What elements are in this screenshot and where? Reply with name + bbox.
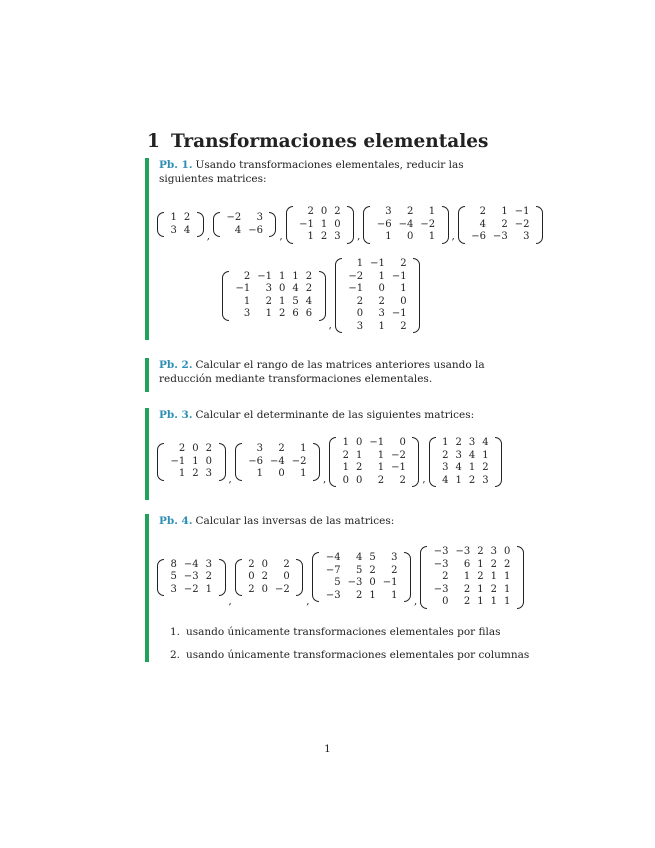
matrix-cell: 0 bbox=[205, 455, 212, 467]
matrix-cell: 1 bbox=[178, 468, 186, 480]
matrix-cell: 1 bbox=[265, 308, 272, 319]
matrix bbox=[222, 271, 326, 321]
matrix-cell: 1 bbox=[442, 437, 449, 448]
matrix-cell: −2 bbox=[226, 212, 242, 224]
matrix-cell: 0 bbox=[248, 571, 255, 582]
matrix-cell: 4 bbox=[442, 474, 449, 486]
right-paren bbox=[219, 443, 226, 481]
matrix-cell: −1 bbox=[257, 270, 272, 282]
matrix-cell: 2 bbox=[455, 437, 462, 448]
matrix-cell: 3 bbox=[490, 546, 497, 557]
matrix-cell: 2 bbox=[356, 295, 364, 307]
section-title-text: Transformaciones elementales bbox=[171, 131, 489, 152]
matrix-cell: 2 bbox=[283, 558, 290, 570]
matrix-cell: 2 bbox=[178, 443, 186, 455]
matrix-cell: 4 bbox=[455, 462, 462, 473]
comma-separator: , bbox=[328, 320, 332, 331]
matrix-cell: 2 bbox=[482, 462, 489, 473]
list-item-number: 1. bbox=[170, 626, 181, 638]
right-paren bbox=[517, 546, 524, 609]
matrix-cell: 1 bbox=[463, 571, 471, 582]
matrix-cell: 3 bbox=[256, 212, 263, 224]
comma-separator: , bbox=[228, 474, 232, 485]
matrix-cell: −4 bbox=[325, 552, 341, 564]
matrix-cell: 2 bbox=[477, 571, 484, 582]
matrix-cell: −3 bbox=[433, 546, 449, 557]
matrix-cell: 4 bbox=[234, 224, 242, 236]
matrix-cell: −1 bbox=[514, 206, 530, 217]
matrix-cell: 1 bbox=[455, 474, 462, 486]
list-item-text: usando únicamente transformaciones elementales por columnas bbox=[186, 649, 530, 661]
matrix-cell: 1 bbox=[503, 571, 511, 582]
comma-separator: , bbox=[228, 595, 232, 607]
matrix-cell: 2 bbox=[400, 258, 407, 269]
matrix-cell: −3 bbox=[433, 583, 449, 595]
matrix-cell: 1 bbox=[378, 320, 385, 332]
matrix bbox=[420, 546, 524, 609]
matrix-cell: 1 bbox=[482, 449, 489, 461]
matrix-cell: 0 bbox=[279, 283, 286, 294]
right-paren bbox=[269, 212, 276, 237]
problem-label: Pb. 3. bbox=[159, 409, 193, 421]
matrix-cell: 0 bbox=[442, 596, 449, 607]
matrix bbox=[329, 437, 419, 487]
matrix-cell: 3 bbox=[243, 308, 251, 319]
left-paren bbox=[312, 552, 319, 602]
matrix-cell: 3 bbox=[442, 462, 449, 473]
matrix-cell: 1 bbox=[307, 231, 314, 242]
matrix-cell: 1 bbox=[468, 462, 476, 473]
comma-separator: , bbox=[322, 474, 327, 485]
left-paren bbox=[363, 206, 370, 244]
matrix-cell: 1 bbox=[342, 437, 349, 448]
matrix-cell: −1 bbox=[299, 218, 314, 230]
matrix-cell: 2 bbox=[369, 564, 376, 576]
matrix-cell: 2 bbox=[356, 462, 363, 473]
matrix-cell: 2 bbox=[463, 596, 471, 607]
matrix bbox=[157, 212, 204, 237]
matrix bbox=[235, 559, 304, 597]
matrix-cell: 2 bbox=[477, 546, 484, 557]
matrix-cell: 2 bbox=[320, 231, 328, 242]
matrix-cell: 0 bbox=[192, 443, 199, 455]
matrix-cell: 1 bbox=[205, 583, 212, 595]
matrix-cell: −2 bbox=[391, 449, 406, 461]
left-paren bbox=[458, 206, 465, 244]
matrix-cell: −3 bbox=[493, 231, 508, 242]
matrix-cell: 3 bbox=[205, 468, 212, 480]
matrix-cell: 1 bbox=[300, 443, 307, 455]
matrix bbox=[286, 206, 355, 244]
page-number: 1 bbox=[324, 743, 331, 755]
matrix-cell: −2 bbox=[291, 455, 307, 467]
matrix-cell: 1 bbox=[477, 558, 484, 570]
right-paren bbox=[347, 206, 354, 244]
matrix-cell: 2 bbox=[442, 571, 449, 582]
matrix-cell: 2 bbox=[307, 206, 314, 217]
right-paren bbox=[442, 206, 449, 244]
matrix-cell: 1 bbox=[356, 258, 364, 269]
matrix-cell: 1 bbox=[377, 462, 385, 473]
matrix-cell: −2 bbox=[420, 218, 436, 230]
matrix bbox=[157, 559, 226, 597]
matrix-cell: 3 bbox=[170, 224, 177, 236]
matrix bbox=[458, 206, 543, 244]
matrix-cell: 2 bbox=[205, 443, 212, 455]
matrix-cell: 6 bbox=[463, 558, 471, 570]
matrix-cell: 3 bbox=[482, 474, 489, 486]
left-paren bbox=[157, 559, 164, 597]
matrix-cell: 2 bbox=[503, 558, 511, 570]
matrix-cell: 1 bbox=[385, 231, 392, 242]
matrix-cell: 1 bbox=[369, 589, 376, 601]
matrix bbox=[335, 258, 420, 333]
matrix-cell: 0 bbox=[356, 437, 363, 448]
left-paren bbox=[329, 437, 336, 487]
matrix-cell: 4 bbox=[305, 295, 313, 307]
matrix-cell: 0 bbox=[399, 437, 406, 448]
matrix-cell: 8 bbox=[170, 558, 177, 570]
matrix-cell: 1 bbox=[428, 206, 436, 217]
matrix-cell: 3 bbox=[265, 283, 272, 294]
problem-label: Pb. 1. bbox=[159, 159, 193, 171]
matrix-cell: 1 bbox=[378, 270, 385, 282]
matrix-cell: 3 bbox=[523, 231, 530, 242]
pb1-matrix-row-1 bbox=[157, 206, 543, 244]
matrix bbox=[312, 552, 411, 602]
matrix-cell: 2 bbox=[442, 449, 449, 461]
matrix-cell: 3 bbox=[256, 443, 263, 455]
comma-separator: , bbox=[357, 230, 361, 242]
matrix-cell: −1 bbox=[391, 462, 406, 473]
matrix-cell: −2 bbox=[183, 583, 199, 595]
matrix-cell: −2 bbox=[274, 583, 290, 595]
matrix-cell: 2 bbox=[356, 589, 363, 601]
matrix-cell: −6 bbox=[248, 224, 263, 236]
matrix-cell: 0 bbox=[320, 206, 328, 217]
matrix-cell: 1 bbox=[377, 449, 385, 461]
matrix-cell: 2 bbox=[501, 218, 508, 230]
left-paren bbox=[335, 258, 342, 333]
left-paren bbox=[235, 559, 242, 597]
matrix-cell: 4 bbox=[183, 224, 191, 236]
matrix-cell: 1 bbox=[477, 596, 484, 607]
matrix-cell: 4 bbox=[468, 449, 476, 461]
matrix-cell: 3 bbox=[170, 583, 177, 595]
matrix-cell: 2 bbox=[334, 206, 341, 217]
right-paren bbox=[412, 437, 419, 487]
matrix-cell: 3 bbox=[205, 558, 212, 570]
matrix-cell: 0 bbox=[378, 283, 385, 294]
matrix-cell: 0 bbox=[400, 295, 407, 307]
matrix-cell: 3 bbox=[378, 308, 385, 319]
matrix-cell: −1 bbox=[382, 577, 398, 589]
left-paren bbox=[235, 443, 242, 481]
matrix-cell: −6 bbox=[376, 218, 392, 230]
matrix-cell: 1 bbox=[356, 449, 363, 461]
matrix-cell: 2 bbox=[490, 583, 497, 595]
matrix-cell: 2 bbox=[248, 558, 255, 570]
matrix-cell: 0 bbox=[261, 558, 268, 570]
matrix-cell: 2 bbox=[261, 571, 268, 582]
comma-separator: , bbox=[306, 595, 310, 607]
matrix bbox=[429, 437, 503, 487]
problem-label: Pb. 4. bbox=[159, 515, 193, 527]
matrix-cell: 3 bbox=[356, 320, 364, 332]
matrix-cell: 2 bbox=[377, 474, 385, 486]
matrix-cell: 1 bbox=[503, 583, 511, 595]
left-paren bbox=[420, 546, 427, 609]
matrix-cell: 2 bbox=[342, 449, 349, 461]
matrix-cell: −6 bbox=[248, 455, 263, 467]
matrix-cell: 1 bbox=[400, 283, 407, 294]
section-number: 1 bbox=[147, 131, 160, 152]
matrix-cell: 2 bbox=[305, 283, 313, 294]
matrix-cell: 1 bbox=[428, 231, 436, 242]
matrix-cell: 2 bbox=[248, 583, 255, 595]
right-paren bbox=[219, 559, 226, 597]
matrix-cell: −4 bbox=[183, 558, 199, 570]
matrix-cell: 1 bbox=[170, 212, 177, 224]
matrix-cell: 3 bbox=[391, 552, 398, 564]
matrix-cell: 6 bbox=[305, 308, 313, 319]
matrix-cell: 2 bbox=[400, 320, 407, 332]
left-paren bbox=[429, 437, 436, 487]
matrix-cell: 5 bbox=[356, 564, 363, 576]
right-paren bbox=[296, 559, 303, 597]
matrix-cell: −2 bbox=[514, 218, 530, 230]
matrix-cell: 0 bbox=[369, 577, 376, 589]
right-paren bbox=[536, 206, 543, 244]
matrix-cell: 5 bbox=[292, 295, 299, 307]
matrix-cell: −1 bbox=[370, 258, 385, 269]
matrix-cell: 5 bbox=[334, 577, 341, 589]
matrix-cell: 1 bbox=[279, 270, 286, 282]
right-paren bbox=[404, 552, 411, 602]
list-item-number: 2. bbox=[170, 649, 181, 661]
matrix-cell: 2 bbox=[479, 206, 486, 217]
matrix-cell: 4 bbox=[482, 437, 489, 448]
list-item bbox=[170, 649, 529, 661]
matrix-cell: 2 bbox=[279, 308, 286, 319]
matrix-cell: 1 bbox=[256, 468, 263, 480]
matrix-cell: −4 bbox=[398, 218, 414, 230]
matrix-cell: 2 bbox=[278, 443, 285, 455]
matrix-cell: 1 bbox=[342, 462, 349, 473]
matrix-cell: −4 bbox=[269, 455, 285, 467]
matrix-cell: 0 bbox=[283, 571, 290, 582]
pb4-matrix-row-1 bbox=[157, 546, 524, 609]
right-paren bbox=[495, 437, 502, 487]
right-paren bbox=[319, 271, 326, 321]
list-item bbox=[170, 626, 529, 638]
matrix-cell: 5 bbox=[170, 571, 177, 582]
matrix-cell: −1 bbox=[170, 455, 186, 467]
matrix-cell: 3 bbox=[334, 231, 341, 242]
matrix-cell: 0 bbox=[406, 231, 414, 242]
matrix-cell: 2 bbox=[391, 564, 398, 576]
matrix-cell: 1 bbox=[192, 455, 199, 467]
problem-text: Calcular el rango de las matrices anteriores usando la reducción mediante transformaciones elementales. bbox=[159, 359, 485, 385]
matrix-cell: 4 bbox=[356, 552, 363, 564]
matrix-cell: 2 bbox=[192, 468, 199, 480]
matrix-cell: 3 bbox=[468, 437, 476, 448]
matrix-cell: 1 bbox=[477, 583, 484, 595]
matrix-cell: 1 bbox=[292, 270, 299, 282]
matrix-cell: −3 bbox=[347, 577, 363, 589]
matrix-cell: −1 bbox=[348, 283, 364, 294]
matrix-cell: 3 bbox=[385, 206, 392, 217]
right-paren bbox=[313, 443, 320, 481]
matrix-cell: 3 bbox=[455, 449, 462, 461]
left-paren bbox=[157, 443, 164, 481]
left-paren bbox=[222, 271, 229, 321]
comma-separator: , bbox=[279, 230, 283, 242]
matrix-cell: −3 bbox=[325, 589, 341, 601]
matrix-cell: −3 bbox=[183, 571, 199, 582]
matrix-cell: 0 bbox=[334, 218, 341, 230]
matrix-cell: 0 bbox=[356, 308, 364, 319]
matrix-cell: 1 bbox=[501, 206, 508, 217]
matrix-cell: −1 bbox=[391, 270, 407, 282]
problem-text: Calcular el determinante de las siguientes matrices: bbox=[195, 409, 475, 421]
matrix-cell: 1 bbox=[490, 596, 497, 607]
matrix-cell: 4 bbox=[479, 218, 486, 230]
matrix-cell: 2 bbox=[205, 571, 212, 582]
comma-separator: , bbox=[422, 474, 426, 485]
matrix-cell: 0 bbox=[342, 474, 349, 486]
matrix-cell: −1 bbox=[391, 308, 407, 319]
matrix-cell: 1 bbox=[490, 571, 497, 582]
matrix-cell: 0 bbox=[503, 546, 511, 557]
matrix-cell: −2 bbox=[348, 270, 364, 282]
matrix-cell: −1 bbox=[369, 437, 385, 448]
matrix-cell: 1 bbox=[503, 596, 511, 607]
problem-label: Pb. 2. bbox=[159, 359, 193, 371]
matrix-cell: 2 bbox=[490, 558, 497, 570]
comma-separator: , bbox=[414, 595, 418, 607]
matrix bbox=[157, 443, 226, 481]
matrix-cell: −3 bbox=[433, 558, 449, 570]
problem-text: Usando transformaciones elementales, reducir las siguientes matrices: bbox=[159, 159, 464, 185]
matrix-cell: −3 bbox=[455, 546, 471, 557]
matrix-cell: 0 bbox=[356, 474, 363, 486]
left-paren bbox=[157, 212, 164, 237]
right-paren bbox=[197, 212, 204, 237]
matrix-cell: 2 bbox=[399, 474, 406, 486]
matrix-cell: 0 bbox=[278, 468, 285, 480]
matrix-cell: 1 bbox=[391, 589, 398, 601]
matrix-cell: 1 bbox=[243, 295, 251, 307]
matrix bbox=[363, 206, 448, 244]
matrix-cell: 2 bbox=[183, 212, 191, 224]
matrix-cell: 2 bbox=[378, 295, 385, 307]
matrix-cell: −7 bbox=[325, 564, 341, 576]
matrix-cell: 2 bbox=[305, 270, 313, 282]
right-paren bbox=[413, 258, 420, 333]
matrix-cell: 0 bbox=[261, 583, 268, 595]
matrix-cell: 2 bbox=[243, 270, 251, 282]
matrix-cell: 4 bbox=[292, 283, 299, 294]
enumerated-list bbox=[170, 626, 529, 672]
comma-separator: , bbox=[206, 230, 210, 242]
pb3-matrix-row-1 bbox=[157, 437, 502, 487]
matrix-cell: 2 bbox=[468, 474, 476, 486]
problem-text: Calcular las inversas de las matrices: bbox=[195, 515, 395, 527]
list-item-text: usando únicamente transformaciones elementales por filas bbox=[186, 626, 501, 638]
matrix-cell: 2 bbox=[463, 583, 471, 595]
matrix-cell: 1 bbox=[279, 295, 286, 307]
matrix-cell: 1 bbox=[320, 218, 328, 230]
matrix-cell: 1 bbox=[300, 468, 307, 480]
comma-separator: , bbox=[451, 230, 455, 242]
pb1-matrix-row-2 bbox=[222, 258, 420, 333]
section-title bbox=[147, 131, 488, 152]
matrix bbox=[213, 212, 277, 237]
left-paren bbox=[286, 206, 293, 244]
matrix-cell: 2 bbox=[406, 206, 414, 217]
matrix-cell: −6 bbox=[471, 231, 486, 242]
matrix-cell: −1 bbox=[235, 283, 251, 294]
matrix-cell: 6 bbox=[292, 308, 299, 319]
matrix bbox=[235, 443, 320, 481]
matrix-cell: 5 bbox=[369, 552, 376, 564]
matrix-cell: 2 bbox=[265, 295, 272, 307]
problem-2 bbox=[145, 358, 505, 392]
left-paren bbox=[213, 212, 220, 237]
